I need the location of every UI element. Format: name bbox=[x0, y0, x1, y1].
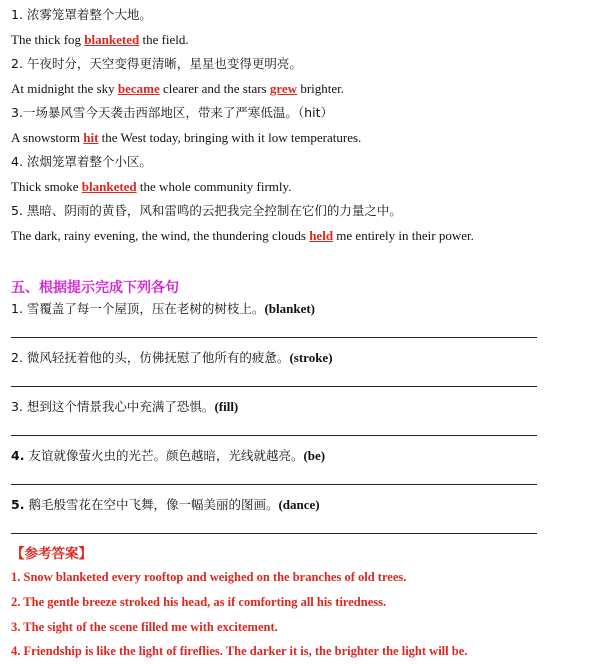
exercise-3 bbox=[11, 399, 238, 415]
exercise-hint: (fill) bbox=[214, 399, 239, 414]
exercise-number: 4. bbox=[11, 448, 25, 463]
exercise-1 bbox=[11, 301, 315, 317]
exercise-4 bbox=[11, 448, 325, 464]
exercise-number: 2. bbox=[11, 350, 23, 365]
exercise-prompt: 雪覆盖了每一个屋顶，压在老树的树枝上。 bbox=[26, 301, 265, 316]
exercise-number: 5. bbox=[11, 497, 25, 512]
exercise-prompt: 想到这个情景我心中充满了恐惧。 bbox=[26, 399, 215, 414]
example-5-chinese: 5. 黑暗、阴雨的黄昏，风和雷鸣的云把我完全控制在它们的力量之中。 bbox=[11, 203, 402, 218]
example-text: me entirely in their power. bbox=[333, 228, 474, 243]
answer-blank-line bbox=[11, 386, 537, 387]
answer-blank-line bbox=[11, 337, 537, 338]
answer-3: 3. The sight of the scene filled me with excitement. bbox=[11, 620, 278, 634]
keyword-highlight: held bbox=[309, 228, 334, 243]
exercise-hint: (blanket) bbox=[264, 301, 315, 316]
exercise-2 bbox=[11, 350, 333, 366]
example-text: clearer and the stars bbox=[159, 81, 270, 96]
exercise-prompt: 友谊就像萤火虫的光芒。颜色越暗，光线就越亮。 bbox=[28, 448, 304, 463]
example-2-english bbox=[11, 81, 344, 97]
exercise-number: 3. bbox=[11, 399, 23, 414]
exercise-hint: (be) bbox=[303, 448, 326, 463]
example-text: Thick smoke bbox=[11, 179, 82, 194]
example-1-chinese: 1. 浓雾笼罩着整个大地。 bbox=[11, 7, 152, 22]
answer-blank-line bbox=[11, 435, 537, 436]
exercise-number: 1. bbox=[11, 301, 23, 316]
section-title: 五、根据提示完成下列各句 bbox=[11, 280, 179, 296]
example-text: brighter. bbox=[297, 81, 344, 96]
answer-blank-line bbox=[11, 533, 537, 534]
example-text: The thick fog bbox=[11, 32, 85, 47]
example-text: the West today, bringing with it low temperatures. bbox=[98, 130, 362, 145]
example-text: the field. bbox=[139, 32, 189, 47]
exercise-hint: (dance) bbox=[278, 497, 320, 512]
exercise-prompt: 微风轻抚着他的头，仿佛抚慰了他所有的疲惫。 bbox=[26, 350, 290, 365]
keyword-highlight: blanketed bbox=[81, 179, 137, 194]
answer-2: 2. The gentle breeze stroked his head, as if comforting all his tiredness. bbox=[11, 595, 387, 609]
exercise-prompt: 鹅毛般雪花在空中飞舞，像一幅美丽的图画。 bbox=[28, 497, 279, 512]
example-text: the whole community firmly. bbox=[136, 179, 292, 194]
answer-blank-line bbox=[11, 484, 537, 485]
keyword-highlight: became bbox=[117, 81, 160, 96]
exercise-hint: (stroke) bbox=[289, 350, 333, 365]
keyword-highlight: hit bbox=[83, 130, 99, 145]
example-3-chinese: 3.一场暴风雪今天袭击西部地区，带来了严寒低温。（hit） bbox=[11, 105, 333, 120]
example-text: At midnight the sky bbox=[11, 81, 118, 96]
answer-key-header: 【参考答案】 bbox=[11, 546, 92, 562]
keyword-highlight: grew bbox=[269, 81, 298, 96]
example-5-english bbox=[11, 228, 474, 244]
exercise-5 bbox=[11, 497, 320, 513]
example-2-chinese: 2. 午夜时分，天空变得更清晰，星星也变得更明亮。 bbox=[11, 56, 302, 71]
answer-4: 4. Friendship is like the light of fireflies. The darker it is, the brighter the light will be. bbox=[11, 644, 468, 658]
example-4-english bbox=[11, 179, 291, 195]
answer-1: 1. Snow blanketed every rooftop and weighed on the branches of old trees. bbox=[11, 570, 407, 584]
keyword-highlight: blanketed bbox=[84, 32, 140, 47]
example-1-english bbox=[11, 32, 189, 48]
example-4-chinese: 4. 浓烟笼罩着整个小区。 bbox=[11, 154, 152, 169]
example-text: A snowstorm bbox=[11, 130, 84, 145]
example-text: The dark, rainy evening, the wind, the thundering clouds bbox=[11, 228, 310, 243]
example-3-english bbox=[11, 130, 361, 146]
